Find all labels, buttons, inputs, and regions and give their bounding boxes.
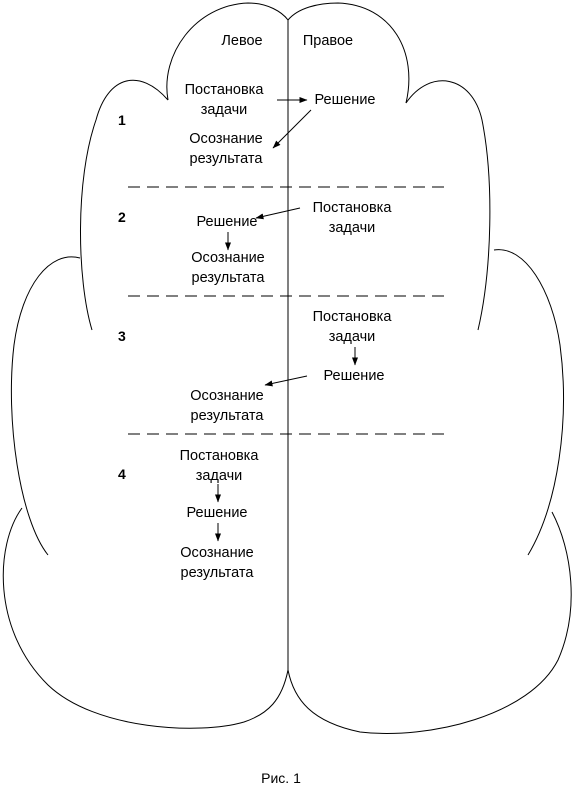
stage-1-problem: [185, 80, 264, 120]
awareness-line-1: Осознание: [180, 545, 254, 561]
stage-1-solution: Решение: [314, 92, 376, 108]
stage-2-awareness: [191, 248, 264, 288]
problem-line-1: Постановка: [184, 82, 264, 98]
awareness-line-1: Осознание: [189, 131, 263, 147]
stage-3-problem: [313, 307, 392, 347]
stage-4-solution: Решение: [186, 505, 248, 521]
stage-4-problem: [180, 446, 259, 486]
stage-number-4: 4: [118, 466, 126, 482]
arrow-3-solution-to-awareness: [265, 376, 307, 385]
problem-line-2: задачи: [328, 329, 376, 345]
awareness-line-2: результата: [190, 408, 264, 424]
problem-line-1: Постановка: [312, 309, 392, 325]
stage-3-awareness: [190, 386, 263, 426]
brain-outline-bottom-left: [3, 508, 288, 728]
stage-2-solution: Решение: [196, 214, 258, 230]
stage-2-problem: [313, 198, 392, 238]
stage-number-3: 3: [118, 328, 126, 344]
stage-number-2: 2: [118, 209, 126, 225]
problem-line-1: Постановка: [179, 448, 259, 464]
awareness-line-2: результата: [189, 151, 263, 167]
awareness-line-2: результата: [191, 270, 265, 286]
brain-outline-middle-left: [11, 257, 80, 555]
stage-1-awareness: [189, 129, 262, 169]
problem-line-1: Постановка: [312, 200, 392, 216]
left-hemisphere-label: Левое: [221, 33, 263, 49]
stage-number-1: 1: [118, 112, 126, 128]
stage-4-awareness: [180, 543, 253, 583]
problem-line-2: задачи: [195, 468, 243, 484]
brain-outline-bottom-right: [288, 512, 571, 733]
figure-caption: Рис. 1: [261, 770, 301, 786]
problem-line-2: задачи: [200, 102, 248, 118]
awareness-line-1: Осознание: [191, 250, 265, 266]
right-hemisphere-label: Правое: [302, 33, 354, 49]
arrow-2-problem-to-solution: [256, 208, 300, 218]
brain-outline-upper-right: [406, 81, 490, 330]
brain-outline-middle-right: [494, 250, 563, 555]
awareness-line-2: результата: [180, 565, 254, 581]
arrow-1-solution-to-awareness: [273, 110, 311, 148]
awareness-line-1: Осознание: [190, 388, 264, 404]
brain-outline-top-right: [288, 3, 409, 103]
stage-3-solution: Решение: [323, 368, 385, 384]
problem-line-2: задачи: [328, 220, 376, 236]
